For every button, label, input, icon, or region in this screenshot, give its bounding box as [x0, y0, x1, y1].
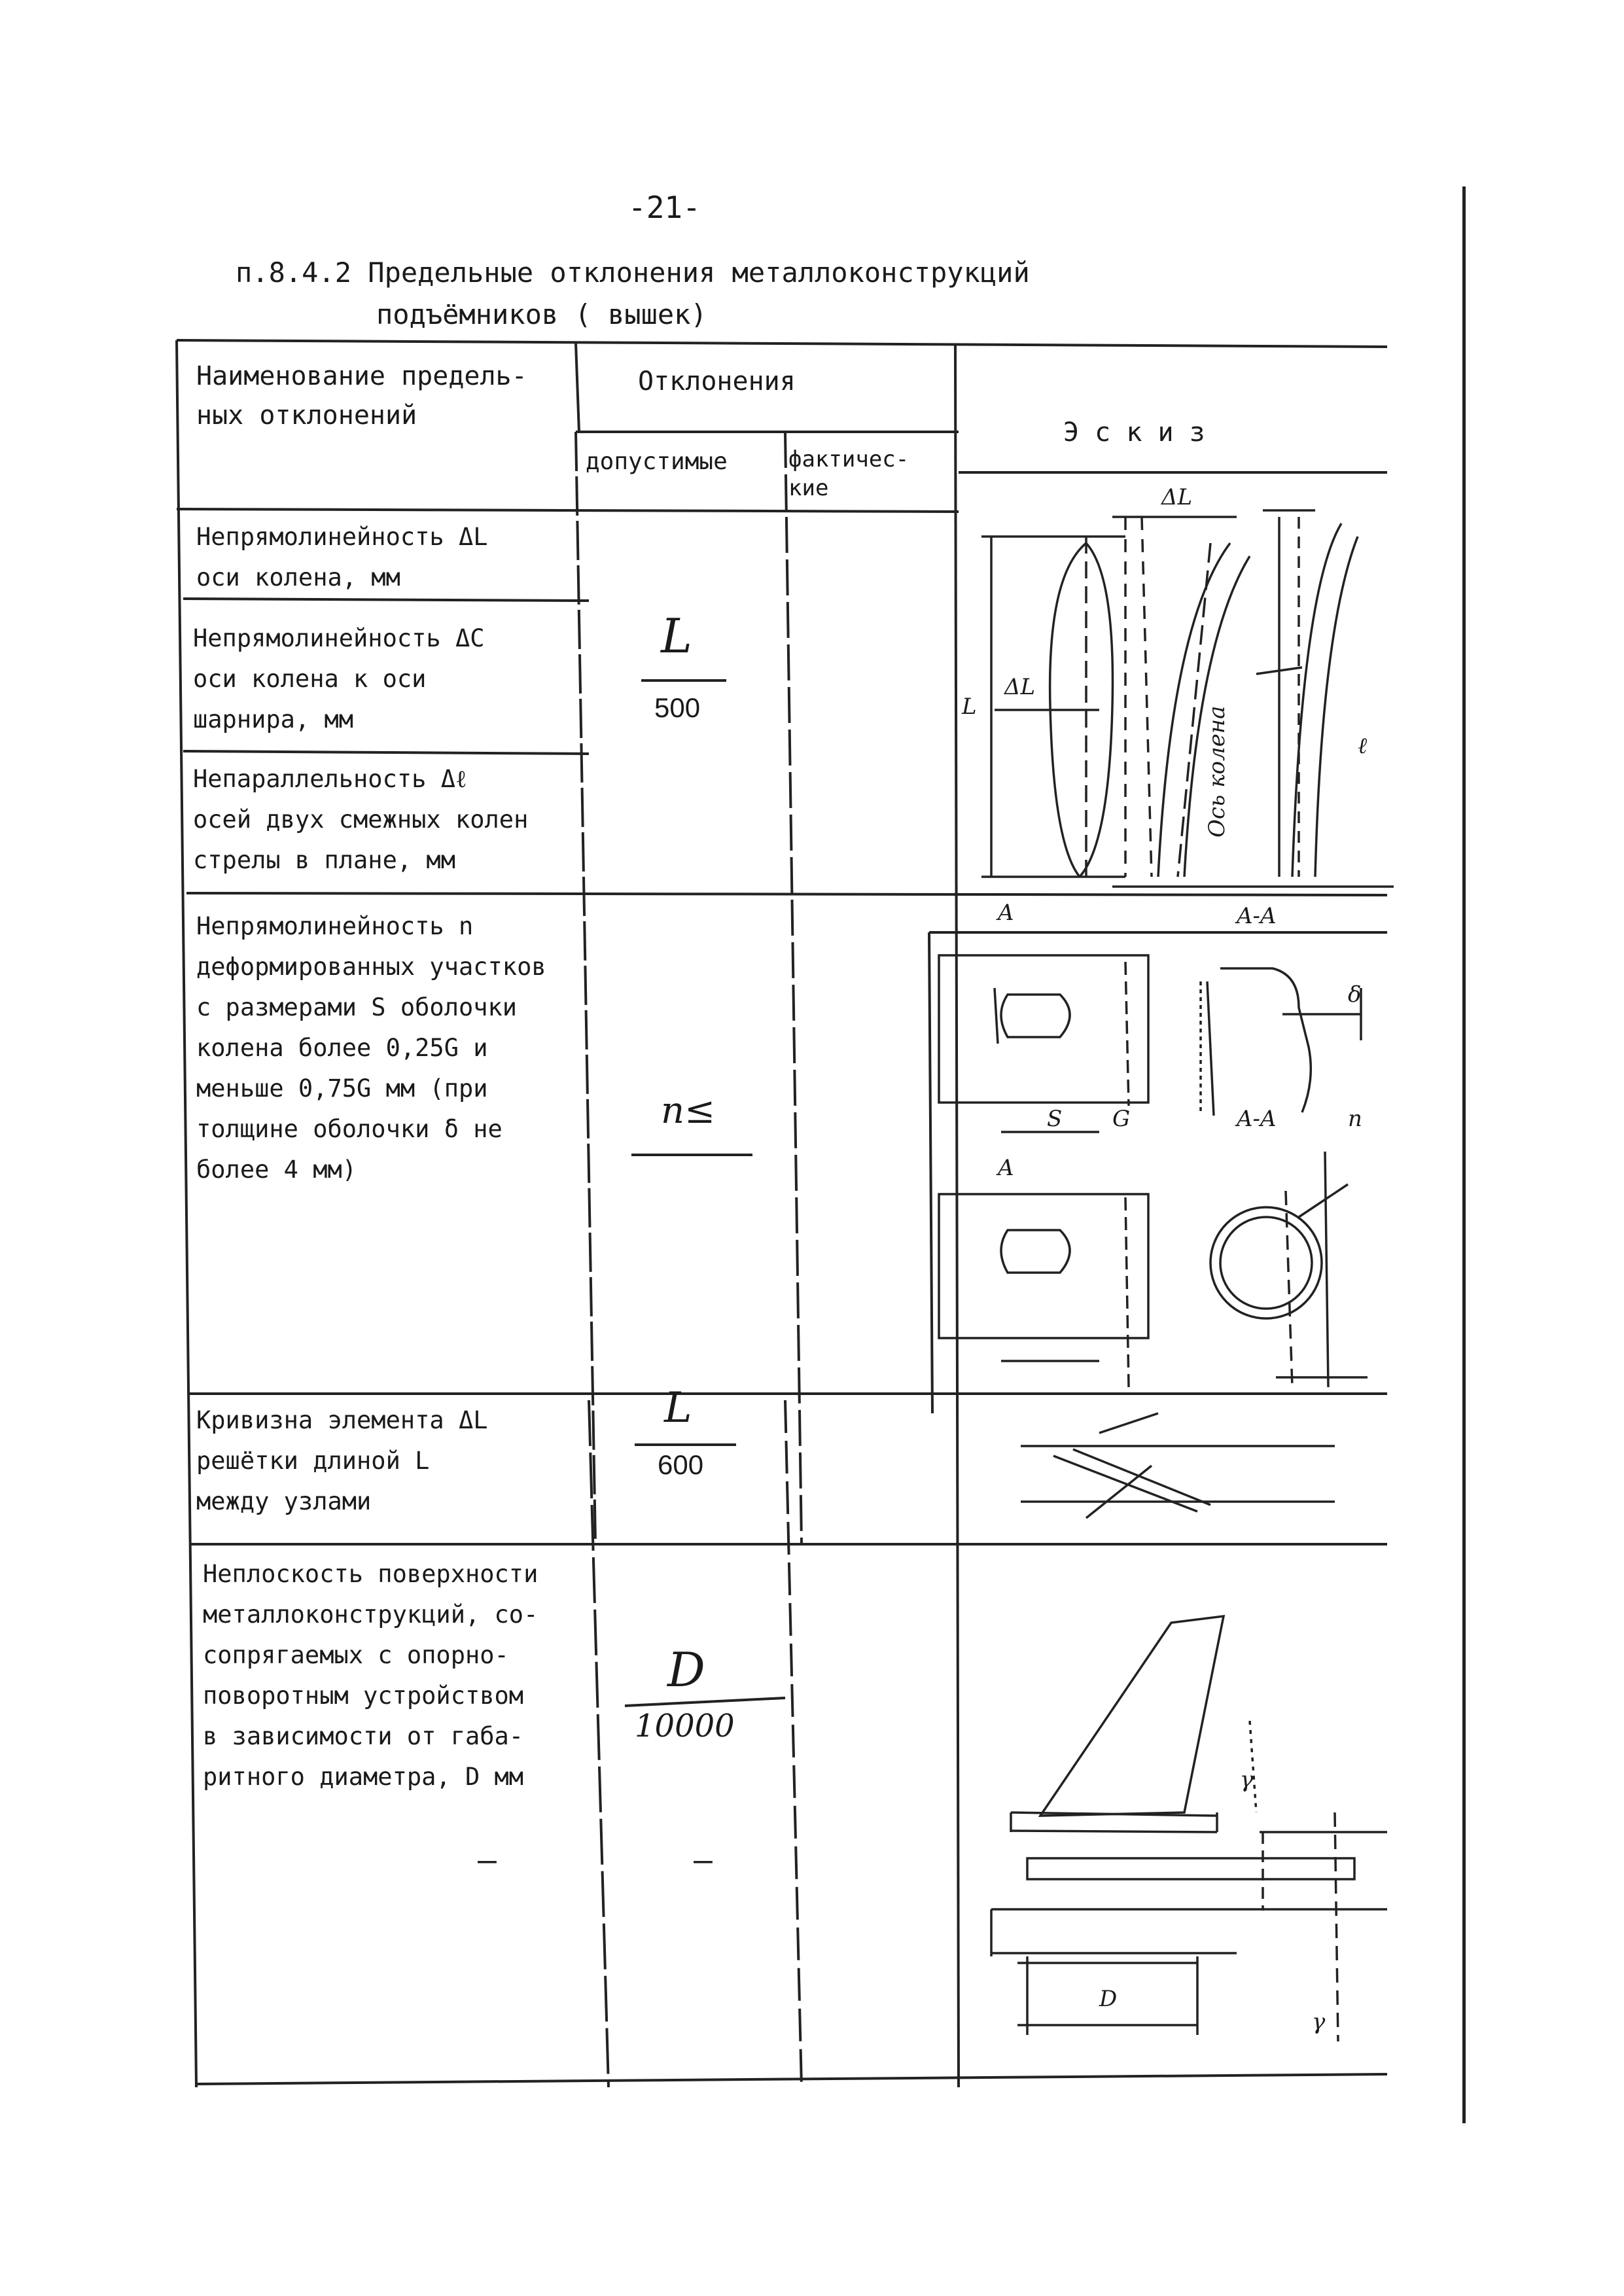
row-7-name: —: [478, 1842, 497, 1879]
sketch-label-G: G: [1112, 1106, 1131, 1132]
row-6-allowed-denominator: 10000: [635, 1708, 735, 1744]
sketch-label-A: A: [998, 900, 1014, 926]
sketch-label-L: L: [962, 694, 977, 720]
heading-line-2: подъёмников ( вышек): [376, 298, 707, 330]
row-6-allowed-numerator: D: [667, 1642, 705, 1697]
row-3-name: Непараллельность Δℓ осей двух смежных колен стрелы в плане, мм: [193, 765, 529, 874]
row-4-name: Непрямолинейность n деформированных участков с размерами S оболочки колена более 0,25G и меньше 0,75G мм (при толщине оболочки δ не более 4 мм): [196, 912, 546, 1184]
sketch-flatness: [991, 1616, 1387, 2041]
sketch-label-gamma: γ: [1240, 1767, 1254, 1793]
sketch-label-A2: A: [998, 1155, 1014, 1181]
sketch-label-AA: A-A: [1237, 903, 1277, 929]
header-allowed: допустимые: [586, 448, 728, 475]
sketch-straightness: [981, 510, 1394, 887]
sketch-label-D: D: [1099, 1986, 1118, 2012]
row-5-allowed-denominator: 600: [658, 1449, 704, 1480]
header-sketch: Э с к и з: [1063, 417, 1205, 448]
row-1-name: Непрямолинейность ΔL оси колена, мм: [196, 523, 488, 592]
sketch-label-l: ℓ: [1358, 733, 1368, 759]
sketch-label-dL-inner: ΔL: [1004, 674, 1036, 700]
sketch-label-n: n: [1348, 1106, 1362, 1132]
sketch-label-S: S: [1047, 1106, 1063, 1132]
header-actual: фактичес- кие: [788, 446, 909, 501]
row-7-allowed: —: [694, 1842, 713, 1879]
row-2-allowed-numerator: L: [661, 609, 692, 663]
sketch-lattice: [1021, 1413, 1335, 1518]
sketch-label-AA2: A-A: [1237, 1106, 1277, 1132]
sketch-label-axis: Ось колена: [1204, 705, 1230, 838]
sketch-label-gamma-2: γ: [1312, 2009, 1326, 2035]
header-deviations: Отклонения: [638, 366, 796, 397]
header-name: Наименование предель- ных отклонений: [196, 361, 527, 431]
row-2-allowed-denominator: 500: [654, 692, 701, 723]
sketch-label-dL: ΔL: [1161, 484, 1193, 510]
row-6-name: Неплоскость поверхности металлоконструкций, со- сопрягаемых с опорно- поворотным устройством в зависимости от габа- ритного диаметра, D мм: [203, 1560, 538, 1791]
row-5-name: Кривизна элемента ΔL решётки длиной L между узлами: [196, 1406, 488, 1515]
heading-line-1: п.8.4.2 Предельные отклонения металлоконструкций: [236, 256, 1030, 289]
page-number: -21-: [628, 190, 701, 225]
row-5-allowed-numerator: L: [664, 1384, 692, 1432]
row-4-allowed: n≤: [661, 1089, 715, 1132]
sketch-label-delta: δ: [1348, 981, 1362, 1008]
row-2-name: Непрямолинейность ΔC оси колена к оси шарнира, мм: [193, 624, 485, 733]
